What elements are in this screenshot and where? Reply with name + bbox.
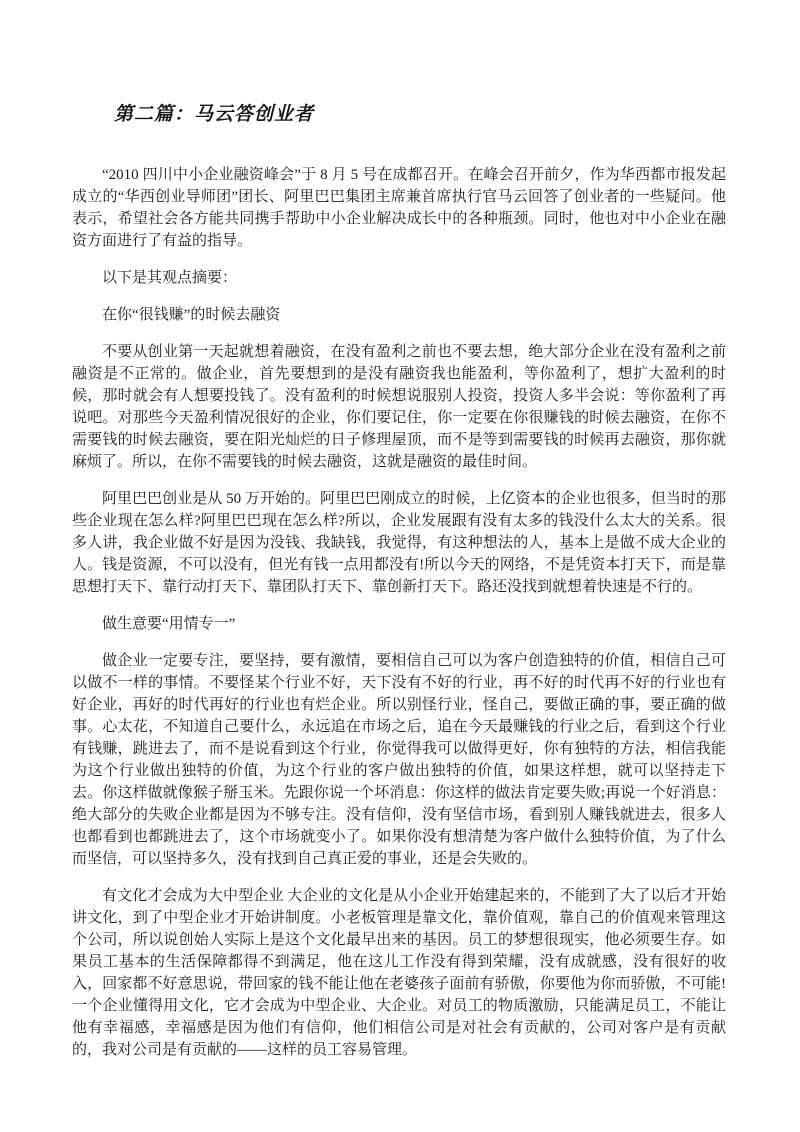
- paragraph-focus-persistence: 做企业一定要专注，要坚持，要有激情，要相信自己可以为客户创造独特的价值，相信自己可以做不一样的事情。不要怪某个行业不好，天下没有不好的行业，再不好的时代再不好的行业也有好企业，再好的时代再好的行业也有烂企业。所以别怪行业，怪自己，要做正确的事，要正确的做事。心太花，不知道自己要什么，永远追在市场之后，追在今天最赚钱的行业之后，看到这个行业有钱赚，跳进去了，而不是说看到这个行业，你觉得我可以做得更好，你有独特的方法，相信我能为这个行业做出独特的价值，为这个行业的客户做出独特的价值，如果这样想，就可以坚持走下去。你这样做就像猴子掰玉米。先跟你说一个坏消息：你这样的做法肯定要失败;再说一个好消息：绝大部分的失败企业都是因为不够专注。没有信仰，没有坚信市场，看到别人赚钱就进去，很多人也都看到也都跳进去了，这个市场就变小了。如果你没有想清楚为客户做什么独特价值，为了什么而坚信，可以坚持多久，没有找到自己真正爱的事业，还是会失败的。: [72, 653, 726, 867]
- doc-title: 第二篇：马云答创业者: [114, 104, 315, 125]
- paragraph-alibaba-start: 阿里巴巴创业是从 50 万开始的。阿里巴巴刚成立的时候，上亿资本的企业也很多，但当时的那些企业现在怎么样?阿里巴巴现在怎么样?所以，企业发展跟有没有太多的钱没什么太大的关系。很多人讲，我企业做不好是因为没钱、我缺钱，我觉得，有这种想法的人，基本上是做不成大企业的人。钱是资源，不可以没有，但光有钱一点用都没有!所以今天的网络，不是凭资本打天下，而是靠思想打天下、靠行动打天下、靠团队打天下、靠创新打天下。路还没找到就想着快速是不行的。: [72, 491, 726, 595]
- heading-financing-timing: 在你“很钱赚”的时候去融资: [102, 307, 281, 323]
- paragraph-intro: “2010 四川中小企业融资峰会”于 8 月 5 号在成都召开。在峰会召开前夕，作为华西都市报发起成立的“华西创业导师团”团长、阿里巴巴集团主席兼首席执行官马云回答了创业者的一些疑问。他表示，希望社会各方能共同携手帮助中小企业解决成长中的各种瓶颈。同时，他也对中小企业在融资方面进行了有益的指导。: [72, 167, 726, 249]
- paragraph-company-culture: 有文化才会成为大中型企业 大企业的文化是从小企业开始建起来的，不能到了大了以后才开始讲文化，到了中型企业才开始讲制度。小老板管理是靠文化，靠价值观，靠自己的价值观来管理这个公司，所以说创始人实际上是这个文化最早出来的基因。员工的梦想很现实，他必须要生存。如果员工基本的生活保障都得不到满足，他在这儿工作没有得到荣耀，没有成就感，没有很好的收入，回家都不好意思说，带回家的钱不能让他在老婆孩子面前有骄傲，你要他为你而骄傲，不可能!一个企业懂得用文化，它才会成为中型企业、大企业。对员工的物质激励，只能满足员工，不能让他有幸福感，幸福感是因为他们有信仰，他们相信公司是对社会有贡献的，公司对客户是有贡献的，我对公司是有贡献的——这样的员工容易管理。: [72, 888, 726, 1058]
- doc-content: [0, 164, 800, 1061]
- heading-business-focus: 做生意要“用情专一”: [102, 616, 236, 632]
- paragraph-summary-label: 以下是其观点摘要：: [102, 270, 238, 286]
- paragraph-financing-advice: 不要从创业第一天起就想着融资，在没有盈利之前也不要去想，绝大部分企业在没有盈利之前融资是不正常的。做企业，首先要想到的是没有融资我也能盈利，等你盈利了，想扩大盈利的时候，那时就会有人想要投钱了。没有盈利的时候想说服别人投资，投资人多半会说：等你盈利了再说吧。对那些今天盈利情况很好的企业，你们要记住，你一定要在你很赚钱的时候去融资，在你不需要钱的时候去融资，要在阳光灿烂的日子修理屋顶，而不是等到需要钱的时候再去融资，那你就麻烦了。所以，在你不需要钱的时候去融资，这就是融资的最佳时间。: [72, 344, 726, 470]
